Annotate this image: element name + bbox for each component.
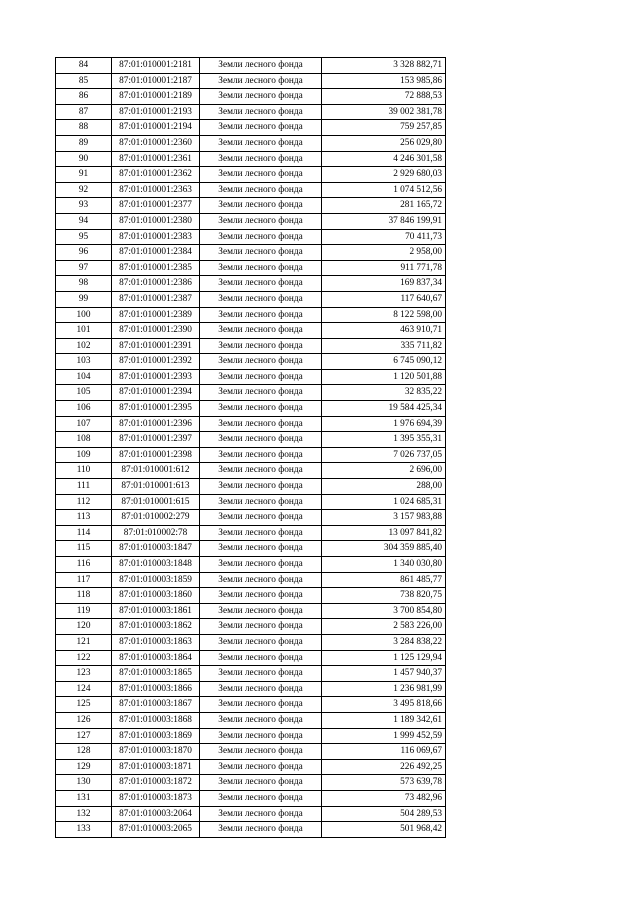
cadastral-value: 256 029,80 bbox=[322, 135, 446, 151]
table-row bbox=[56, 712, 446, 728]
cadastral-number: 87:01:010003:1861 bbox=[112, 603, 200, 619]
row-number: 113 bbox=[56, 510, 112, 526]
land-category: Земли лесного фонда bbox=[200, 744, 322, 760]
cadastral-value: 504 289,53 bbox=[322, 806, 446, 822]
cadastral-number: 87:01:010003:1871 bbox=[112, 759, 200, 775]
row-number: 84 bbox=[56, 58, 112, 74]
cadastral-number: 87:01:010003:1865 bbox=[112, 666, 200, 682]
land-category: Земли лесного фонда bbox=[200, 213, 322, 229]
cadastral-number: 87:01:010001:2181 bbox=[112, 58, 200, 74]
cadastral-number: 87:01:010003:1860 bbox=[112, 588, 200, 604]
table-row bbox=[56, 245, 446, 261]
cadastral-number: 87:01:010001:2377 bbox=[112, 198, 200, 214]
cadastral-value: 1 395 355,31 bbox=[322, 432, 446, 448]
cadastral-value: 2 958,00 bbox=[322, 245, 446, 261]
land-category: Земли лесного фонда bbox=[200, 338, 322, 354]
cadastral-number: 87:01:010001:2383 bbox=[112, 229, 200, 245]
table-row bbox=[56, 775, 446, 791]
table-row bbox=[56, 58, 446, 74]
row-number: 129 bbox=[56, 759, 112, 775]
cadastral-value: 738 820,75 bbox=[322, 588, 446, 604]
land-category: Земли лесного фонда bbox=[200, 401, 322, 417]
land-category: Земли лесного фонда bbox=[200, 307, 322, 323]
land-category: Земли лесного фонда bbox=[200, 198, 322, 214]
land-category: Земли лесного фонда bbox=[200, 229, 322, 245]
row-number: 117 bbox=[56, 572, 112, 588]
land-category: Земли лесного фонда bbox=[200, 494, 322, 510]
land-category: Земли лесного фонда bbox=[200, 416, 322, 432]
cadastral-value: 19 584 425,34 bbox=[322, 401, 446, 417]
row-number: 107 bbox=[56, 416, 112, 432]
table-row bbox=[56, 104, 446, 120]
land-category: Земли лесного фонда bbox=[200, 276, 322, 292]
row-number: 87 bbox=[56, 104, 112, 120]
table-row bbox=[56, 73, 446, 89]
land-category: Земли лесного фонда bbox=[200, 681, 322, 697]
row-number: 101 bbox=[56, 323, 112, 339]
table-row bbox=[56, 291, 446, 307]
row-number: 96 bbox=[56, 245, 112, 261]
table-row bbox=[56, 603, 446, 619]
cadastral-value: 7 026 737,05 bbox=[322, 447, 446, 463]
row-number: 125 bbox=[56, 697, 112, 713]
row-number: 94 bbox=[56, 213, 112, 229]
cadastral-value: 37 846 199,91 bbox=[322, 213, 446, 229]
land-category: Земли лесного фонда bbox=[200, 666, 322, 682]
row-number: 120 bbox=[56, 619, 112, 635]
cadastral-value: 304 359 885,40 bbox=[322, 541, 446, 557]
land-category: Земли лесного фонда bbox=[200, 822, 322, 838]
land-category: Земли лесного фонда bbox=[200, 385, 322, 401]
table-row bbox=[56, 634, 446, 650]
cadastral-value: 32 835,22 bbox=[322, 385, 446, 401]
table-row bbox=[56, 135, 446, 151]
row-number: 112 bbox=[56, 494, 112, 510]
table-row bbox=[56, 198, 446, 214]
cadastral-value: 501 968,42 bbox=[322, 822, 446, 838]
land-category: Земли лесного фонда bbox=[200, 447, 322, 463]
row-number: 89 bbox=[56, 135, 112, 151]
cadastral-number: 87:01:010001:2389 bbox=[112, 307, 200, 323]
land-category: Земли лесного фонда bbox=[200, 245, 322, 261]
table-row bbox=[56, 541, 446, 557]
cadastral-number: 87:01:010001:2380 bbox=[112, 213, 200, 229]
row-number: 91 bbox=[56, 167, 112, 183]
cadastral-value: 39 002 381,78 bbox=[322, 104, 446, 120]
table-row bbox=[56, 525, 446, 541]
land-category: Земли лесного фонда bbox=[200, 323, 322, 339]
cadastral-number: 87:01:010003:1869 bbox=[112, 728, 200, 744]
table-row bbox=[56, 229, 446, 245]
cadastral-value: 2 929 680,03 bbox=[322, 167, 446, 183]
table-row bbox=[56, 759, 446, 775]
table-row bbox=[56, 666, 446, 682]
row-number: 130 bbox=[56, 775, 112, 791]
land-category: Земли лесного фонда bbox=[200, 182, 322, 198]
row-number: 124 bbox=[56, 681, 112, 697]
cadastral-number: 87:01:010001:615 bbox=[112, 494, 200, 510]
land-category: Земли лесного фонда bbox=[200, 728, 322, 744]
table-row bbox=[56, 369, 446, 385]
cadastral-number: 87:01:010001:2361 bbox=[112, 151, 200, 167]
table-row bbox=[56, 447, 446, 463]
table-row bbox=[56, 260, 446, 276]
cadastral-value: 226 492,25 bbox=[322, 759, 446, 775]
cadastral-number: 87:01:010003:1867 bbox=[112, 697, 200, 713]
land-category: Земли лесного фонда bbox=[200, 712, 322, 728]
cadastral-value: 573 639,78 bbox=[322, 775, 446, 791]
table-row bbox=[56, 385, 446, 401]
cadastral-value: 335 711,82 bbox=[322, 338, 446, 354]
cadastral-value: 3 328 882,71 bbox=[322, 58, 446, 74]
cadastral-number: 87:01:010003:1847 bbox=[112, 541, 200, 557]
cadastral-value: 759 257,85 bbox=[322, 120, 446, 136]
cadastral-number: 87:01:010001:2194 bbox=[112, 120, 200, 136]
row-number: 105 bbox=[56, 385, 112, 401]
row-number: 116 bbox=[56, 557, 112, 573]
cadastral-number: 87:01:010003:1862 bbox=[112, 619, 200, 635]
cadastral-value: 117 640,67 bbox=[322, 291, 446, 307]
cadastral-value: 2 696,00 bbox=[322, 463, 446, 479]
row-number: 88 bbox=[56, 120, 112, 136]
land-category: Земли лесного фонда bbox=[200, 463, 322, 479]
row-number: 86 bbox=[56, 89, 112, 105]
cadastral-number: 87:01:010001:2363 bbox=[112, 182, 200, 198]
land-category: Земли лесного фонда bbox=[200, 135, 322, 151]
cadastral-number: 87:01:010001:2360 bbox=[112, 135, 200, 151]
row-number: 99 bbox=[56, 291, 112, 307]
row-number: 114 bbox=[56, 525, 112, 541]
row-number: 103 bbox=[56, 354, 112, 370]
land-category: Земли лесного фонда bbox=[200, 572, 322, 588]
cadastral-value: 6 745 090,12 bbox=[322, 354, 446, 370]
land-category: Земли лесного фонда bbox=[200, 291, 322, 307]
table-row bbox=[56, 572, 446, 588]
cadastral-number: 87:01:010001:612 bbox=[112, 463, 200, 479]
table-row bbox=[56, 307, 446, 323]
row-number: 132 bbox=[56, 806, 112, 822]
cadastral-value: 1 976 694,39 bbox=[322, 416, 446, 432]
cadastral-number: 87:01:010001:2386 bbox=[112, 276, 200, 292]
land-category: Земли лесного фонда bbox=[200, 588, 322, 604]
row-number: 118 bbox=[56, 588, 112, 604]
cadastral-value: 72 888,53 bbox=[322, 89, 446, 105]
land-category: Земли лесного фонда bbox=[200, 369, 322, 385]
cadastral-value: 281 165,72 bbox=[322, 198, 446, 214]
table-row bbox=[56, 338, 446, 354]
table-row bbox=[56, 182, 446, 198]
cadastral-value: 1 457 940,37 bbox=[322, 666, 446, 682]
cadastral-value: 1 999 452,59 bbox=[322, 728, 446, 744]
cadastral-number: 87:01:010003:1864 bbox=[112, 650, 200, 666]
cadastral-value: 116 069,67 bbox=[322, 744, 446, 760]
cadastral-number: 87:01:010003:1848 bbox=[112, 557, 200, 573]
table-row bbox=[56, 89, 446, 105]
table-row bbox=[56, 213, 446, 229]
row-number: 123 bbox=[56, 666, 112, 682]
cadastral-number: 87:01:010001:2387 bbox=[112, 291, 200, 307]
land-category: Земли лесного фонда bbox=[200, 432, 322, 448]
table-row bbox=[56, 822, 446, 838]
land-category: Земли лесного фонда bbox=[200, 806, 322, 822]
cadastral-value: 73 482,96 bbox=[322, 790, 446, 806]
table-row bbox=[56, 681, 446, 697]
cadastral-value: 288,00 bbox=[322, 479, 446, 495]
cadastral-value: 3 700 854,80 bbox=[322, 603, 446, 619]
land-category: Земли лесного фонда bbox=[200, 759, 322, 775]
cadastral-value: 2 583 226,00 bbox=[322, 619, 446, 635]
cadastral-number: 87:01:010003:1866 bbox=[112, 681, 200, 697]
table-row bbox=[56, 494, 446, 510]
table-row bbox=[56, 120, 446, 136]
cadastral-number: 87:01:010001:2390 bbox=[112, 323, 200, 339]
table-row bbox=[56, 744, 446, 760]
row-number: 93 bbox=[56, 198, 112, 214]
land-category: Земли лесного фонда bbox=[200, 775, 322, 791]
table-row bbox=[56, 401, 446, 417]
row-number: 97 bbox=[56, 260, 112, 276]
land-category: Земли лесного фонда bbox=[200, 167, 322, 183]
table-row bbox=[56, 728, 446, 744]
table-row bbox=[56, 432, 446, 448]
cadastral-value: 153 985,86 bbox=[322, 73, 446, 89]
row-number: 95 bbox=[56, 229, 112, 245]
table-row bbox=[56, 323, 446, 339]
land-category: Земли лесного фонда bbox=[200, 479, 322, 495]
cadastral-number: 87:01:010001:2384 bbox=[112, 245, 200, 261]
cadastral-value: 1 120 501,88 bbox=[322, 369, 446, 385]
land-category: Земли лесного фонда bbox=[200, 525, 322, 541]
table-row bbox=[56, 790, 446, 806]
cadastral-value: 8 122 598,00 bbox=[322, 307, 446, 323]
land-category: Земли лесного фонда bbox=[200, 603, 322, 619]
row-number: 111 bbox=[56, 479, 112, 495]
cadastral-value: 3 495 818,66 bbox=[322, 697, 446, 713]
cadastral-number: 87:01:010003:2065 bbox=[112, 822, 200, 838]
cadastral-number: 87:01:010003:1870 bbox=[112, 744, 200, 760]
row-number: 110 bbox=[56, 463, 112, 479]
table-row bbox=[56, 588, 446, 604]
cadastral-value: 861 485,77 bbox=[322, 572, 446, 588]
table-row bbox=[56, 510, 446, 526]
row-number: 109 bbox=[56, 447, 112, 463]
cadastral-number: 87:01:010001:2397 bbox=[112, 432, 200, 448]
cadastral-number: 87:01:010001:2187 bbox=[112, 73, 200, 89]
row-number: 85 bbox=[56, 73, 112, 89]
cadastral-number: 87:01:010001:2395 bbox=[112, 401, 200, 417]
land-category: Земли лесного фонда bbox=[200, 120, 322, 136]
land-category: Земли лесного фонда bbox=[200, 151, 322, 167]
row-number: 122 bbox=[56, 650, 112, 666]
cadastral-value: 1 236 981,99 bbox=[322, 681, 446, 697]
row-number: 104 bbox=[56, 369, 112, 385]
table-row bbox=[56, 697, 446, 713]
land-category: Земли лесного фонда bbox=[200, 260, 322, 276]
land-category: Земли лесного фонда bbox=[200, 541, 322, 557]
cadastral-value: 3 157 983,88 bbox=[322, 510, 446, 526]
cadastral-number: 87:01:010001:2398 bbox=[112, 447, 200, 463]
table-row bbox=[56, 463, 446, 479]
table-row bbox=[56, 619, 446, 635]
table-row bbox=[56, 806, 446, 822]
land-category: Земли лесного фонда bbox=[200, 354, 322, 370]
cadastral-number: 87:01:010001:2362 bbox=[112, 167, 200, 183]
cadastral-number: 87:01:010003:1873 bbox=[112, 790, 200, 806]
cadastral-number: 87:01:010001:2385 bbox=[112, 260, 200, 276]
land-category: Земли лесного фонда bbox=[200, 89, 322, 105]
land-category: Земли лесного фонда bbox=[200, 650, 322, 666]
table-body bbox=[56, 58, 446, 838]
table-row bbox=[56, 167, 446, 183]
cadastral-number: 87:01:010001:2396 bbox=[112, 416, 200, 432]
row-number: 133 bbox=[56, 822, 112, 838]
row-number: 108 bbox=[56, 432, 112, 448]
cadastral-value: 169 837,34 bbox=[322, 276, 446, 292]
row-number: 131 bbox=[56, 790, 112, 806]
cadastral-value: 1 340 030,80 bbox=[322, 557, 446, 573]
cadastral-number: 87:01:010003:2064 bbox=[112, 806, 200, 822]
table-row bbox=[56, 151, 446, 167]
table-row bbox=[56, 276, 446, 292]
row-number: 121 bbox=[56, 634, 112, 650]
cadastral-number: 87:01:010003:1868 bbox=[112, 712, 200, 728]
row-number: 100 bbox=[56, 307, 112, 323]
table-row bbox=[56, 557, 446, 573]
cadastral-value: 70 411,73 bbox=[322, 229, 446, 245]
row-number: 127 bbox=[56, 728, 112, 744]
table-row bbox=[56, 479, 446, 495]
row-number: 98 bbox=[56, 276, 112, 292]
cadastral-number: 87:01:010001:2391 bbox=[112, 338, 200, 354]
row-number: 115 bbox=[56, 541, 112, 557]
cadastral-value: 1 125 129,94 bbox=[322, 650, 446, 666]
cadastral-value: 1 189 342,61 bbox=[322, 712, 446, 728]
cadastral-value: 3 284 838,22 bbox=[322, 634, 446, 650]
land-category: Земли лесного фонда bbox=[200, 510, 322, 526]
table-row bbox=[56, 354, 446, 370]
table-row bbox=[56, 650, 446, 666]
cadastral-value: 13 097 841,82 bbox=[322, 525, 446, 541]
row-number: 92 bbox=[56, 182, 112, 198]
cadastral-value: 1 074 512,56 bbox=[322, 182, 446, 198]
cadastral-number: 87:01:010002:279 bbox=[112, 510, 200, 526]
land-category: Земли лесного фонда bbox=[200, 634, 322, 650]
land-plots-table bbox=[55, 57, 446, 838]
cadastral-number: 87:01:010003:1859 bbox=[112, 572, 200, 588]
cadastral-value: 463 910,71 bbox=[322, 323, 446, 339]
land-category: Земли лесного фонда bbox=[200, 73, 322, 89]
cadastral-number: 87:01:010001:2193 bbox=[112, 104, 200, 120]
land-category: Земли лесного фонда bbox=[200, 790, 322, 806]
row-number: 102 bbox=[56, 338, 112, 354]
row-number: 106 bbox=[56, 401, 112, 417]
land-category: Земли лесного фонда bbox=[200, 619, 322, 635]
cadastral-number: 87:01:010001:2394 bbox=[112, 385, 200, 401]
cadastral-number: 87:01:010003:1863 bbox=[112, 634, 200, 650]
land-category: Земли лесного фонда bbox=[200, 104, 322, 120]
cadastral-number: 87:01:010003:1872 bbox=[112, 775, 200, 791]
cadastral-number: 87:01:010001:613 bbox=[112, 479, 200, 495]
cadastral-value: 4 246 301,58 bbox=[322, 151, 446, 167]
row-number: 128 bbox=[56, 744, 112, 760]
cadastral-number: 87:01:010001:2393 bbox=[112, 369, 200, 385]
land-category: Земли лесного фонда bbox=[200, 557, 322, 573]
cadastral-number: 87:01:010001:2189 bbox=[112, 89, 200, 105]
cadastral-number: 87:01:010002:78 bbox=[112, 525, 200, 541]
table-row bbox=[56, 416, 446, 432]
cadastral-number: 87:01:010001:2392 bbox=[112, 354, 200, 370]
land-category: Земли лесного фонда bbox=[200, 58, 322, 74]
land-category: Земли лесного фонда bbox=[200, 697, 322, 713]
cadastral-value: 911 771,78 bbox=[322, 260, 446, 276]
row-number: 126 bbox=[56, 712, 112, 728]
row-number: 90 bbox=[56, 151, 112, 167]
row-number: 119 bbox=[56, 603, 112, 619]
cadastral-value: 1 024 685,31 bbox=[322, 494, 446, 510]
